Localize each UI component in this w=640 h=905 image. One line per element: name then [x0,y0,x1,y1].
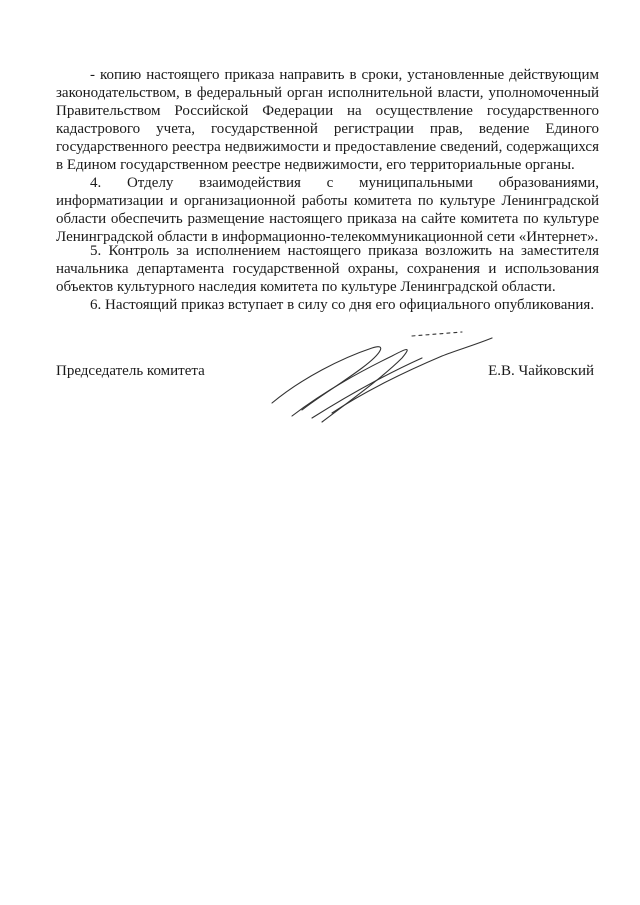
handwritten-signature [262,318,502,428]
paragraph-item-6: 6. Настоящий приказ вступает в силу со дня его официального опубликования. [90,297,595,313]
signatory-name: Е.В. Чайковский [488,363,594,379]
signatory-title: Председатель комитета [56,363,205,379]
paragraph-item-5: 5. Контроль за исполнением настоящего приказа возложить на заместителя начальника департамента государственной охраны, сохранения и использования объектов культурного наследия комитета по культуре Ленинградской области. [56,243,599,295]
paragraph-item-4: 4. Отделу взаимодействия с муниципальными образованиями, информатизации и организационной работы комитета по культуре Ленинградской области обеспечить размещение настоящего приказа на сайте комитета по культуре Ленинградской области в информационно-телекоммуникационной сети «Интернет». [56,175,599,245]
paragraph-send-copy: - копию настоящего приказа направить в сроки, установленные действующим законодательством, в федеральный орган исполнительной власти, уполномоченный Правительством Российской Федерации на осуществление государственного кадастрового учета, государственной регистрации прав, ведение Единого государственного реестра недвижимости и предоставление сведений, содержащихся в Едином государственном реестре недвижимости, его территориальные органы. [56,67,599,173]
